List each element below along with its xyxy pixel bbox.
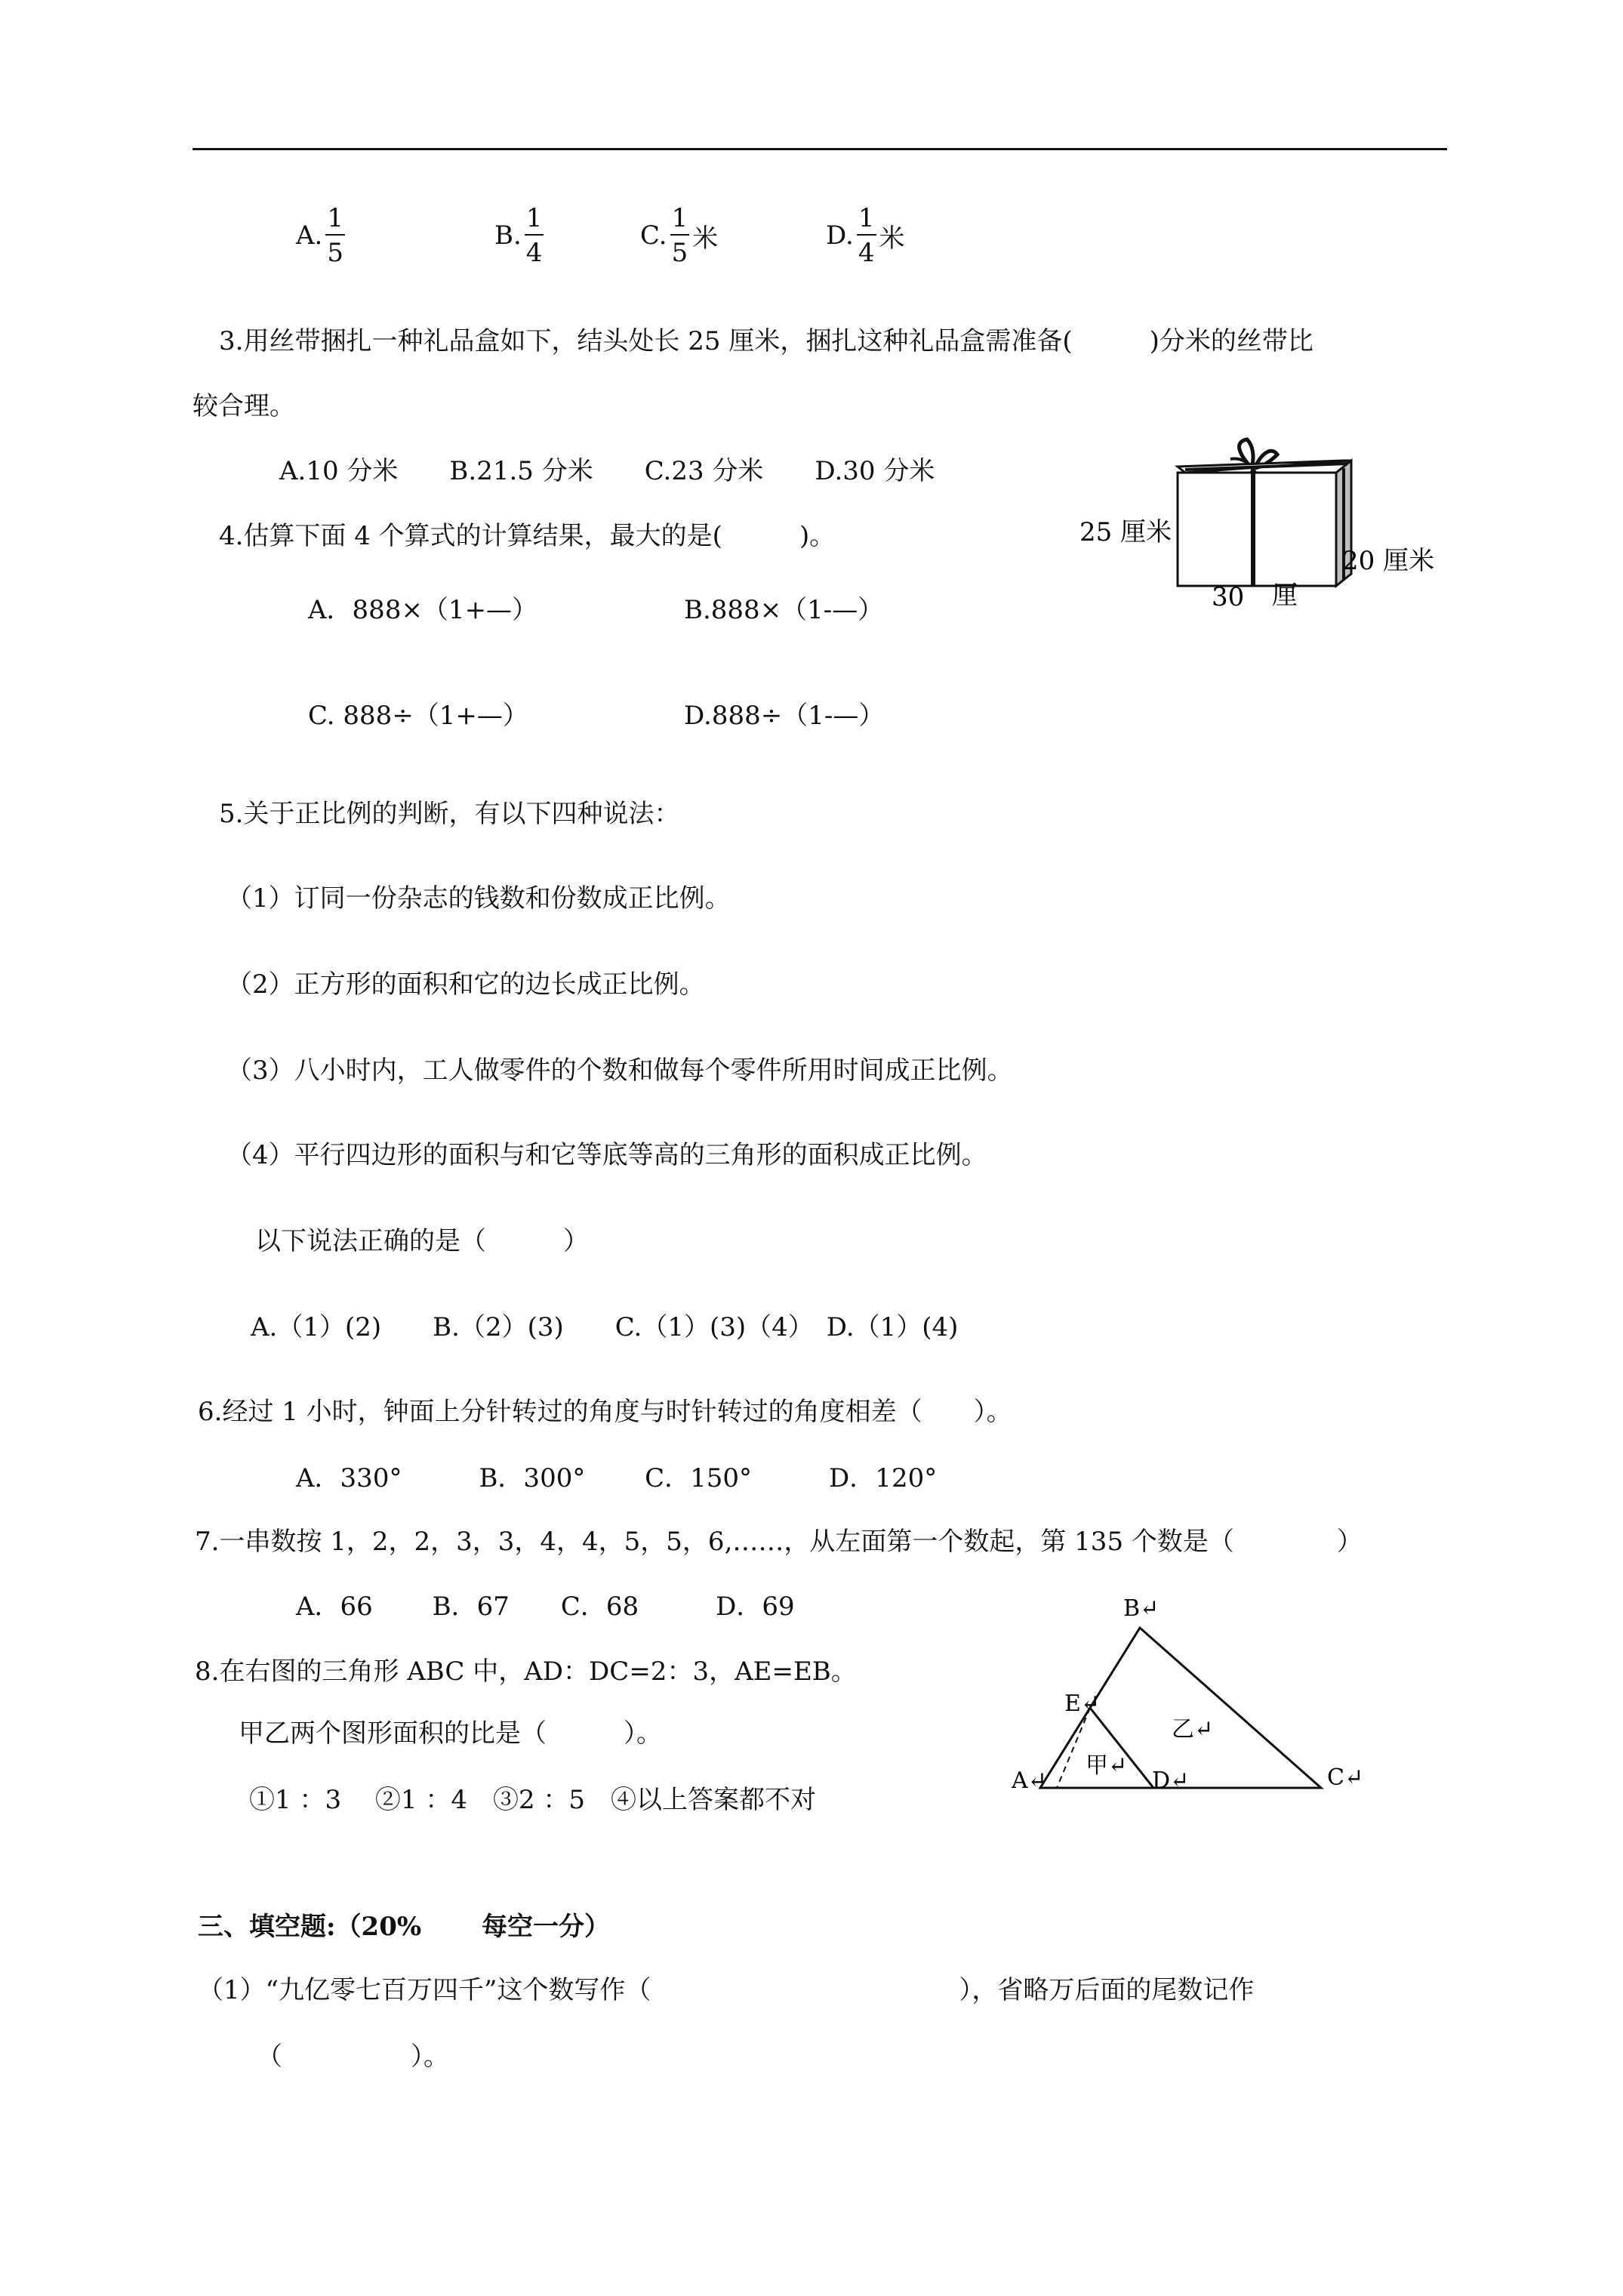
label-width-unit: 厘 — [1272, 581, 1298, 611]
vertex-b-label: B↵ — [1123, 1595, 1160, 1622]
option-label: A. — [296, 220, 323, 251]
fraction: $\frac{1}{5}$ — [671, 203, 688, 268]
header-rule — [192, 148, 1447, 150]
q3-options: A.10 分米 B.21.5 分米 C.23 分米 D.30 分米 — [279, 456, 935, 486]
q6-options: A．330° B．300° C．150° D．120° — [296, 1463, 938, 1493]
q2-option-d: D. $\frac{1}{4}$ 米 — [826, 203, 905, 268]
q5-options: A.（1）(2) B.（2）(3) C.（1）(3)（4） D.（1）(4) — [251, 1312, 959, 1342]
q8-stem: 8.在右图的三角形 ABC 中，AD：DC=2：3，AE=EB。 — [195, 1657, 857, 1687]
region-jia-label: 甲↵ — [1086, 1752, 1128, 1779]
q2-option-a — [296, 205, 348, 266]
option-label: D. — [826, 220, 854, 251]
fraction: $\frac{1}{4}$ — [858, 203, 875, 268]
q3-stem-line1: 3.用丝带捆扎一种礼品盒如下，结头处长 25 厘米，捆扎这种礼品盒需准备( )分米的丝带比 — [219, 326, 1313, 356]
section-3-heading: 三、填空题:（20% 每空一分） — [198, 1912, 611, 1942]
option-label: C. — [640, 220, 667, 251]
label-height: 25 厘米 — [1079, 517, 1172, 547]
q5-statement-2: （2）正方形的面积和它的边长成正比例。 — [226, 969, 705, 1000]
label-width-number: 30 — [1212, 582, 1245, 612]
q2-option-c: C. $\frac{1}{5}$ 米 — [640, 203, 719, 268]
fraction: $\frac{1}{4}$ — [525, 203, 543, 268]
point-e-label: E↵ — [1064, 1690, 1101, 1717]
q5-statement-3: （3）八小时内，工人做零件的个数和做每个零件所用时间成正比例。 — [226, 1056, 1013, 1086]
region-yi-label: 乙↵ — [1172, 1716, 1214, 1743]
q4-option-b: B.888×（1-—） — [684, 595, 884, 625]
q7-options: A．66 B．67 C．68 D．69 — [296, 1592, 795, 1622]
gift-box-figure — [1072, 408, 1464, 619]
point-d-label: D↵ — [1152, 1767, 1190, 1794]
q4-option-c: C. 888÷（1+—） — [308, 701, 528, 731]
q8-ask: 甲乙两个图形面积的比是（ ）。 — [239, 1718, 662, 1749]
q5-statement-4: （4）平行四边形的面积与和它等底等高的三角形的面积成正比例。 — [226, 1140, 987, 1170]
triangle-abc-figure — [1004, 1586, 1381, 1797]
q3-stem-line2: 较合理。 — [192, 391, 295, 421]
label-depth: 20 厘米 — [1342, 546, 1435, 576]
q5-stem: 5.关于正比例的判断，有以下四种说法： — [219, 799, 680, 829]
fraction: $\frac{1}{5}$ — [327, 203, 344, 268]
q4-stem: 4.估算下面 4 个算式的计算结果，最大的是( )。 — [219, 521, 836, 551]
box-front-face — [1178, 473, 1336, 586]
section-3-item-1-line2: （ ）。 — [257, 2042, 449, 2072]
q4-option-a: A．888×（1+—） — [308, 595, 538, 625]
section-3-item-1-line1: （1）“九亿零七百万四千”这个数写作（ ），省略万后面的尾数记作 — [198, 1975, 1255, 2005]
q5-ask: 以下说法正确的是（ ） — [255, 1226, 589, 1256]
q6-stem: 6.经过 1 小时，钟面上分针转过的角度与时针转过的角度相差（ ）。 — [198, 1397, 1012, 1427]
vertex-a-label: A↵ — [1012, 1767, 1047, 1794]
q8-options: ①1 ：3 ②1 ：4 ③2 ：5 ④以上答案都不对 — [249, 1785, 817, 1815]
option-label: B. — [494, 220, 522, 251]
q5-statement-1: （1）订同一份杂志的钱数和份数成正比例。 — [226, 883, 731, 914]
vertex-c-label: C↵ — [1327, 1764, 1364, 1791]
q2-option-b — [494, 205, 547, 266]
q7-stem: 7.一串数按 1，2，2，3，3，4，4，5，5，6,……，从左面第一个数起，第 135 个数是（ ） — [195, 1527, 1363, 1557]
q4-option-d: D.888÷（1-—） — [684, 701, 885, 731]
